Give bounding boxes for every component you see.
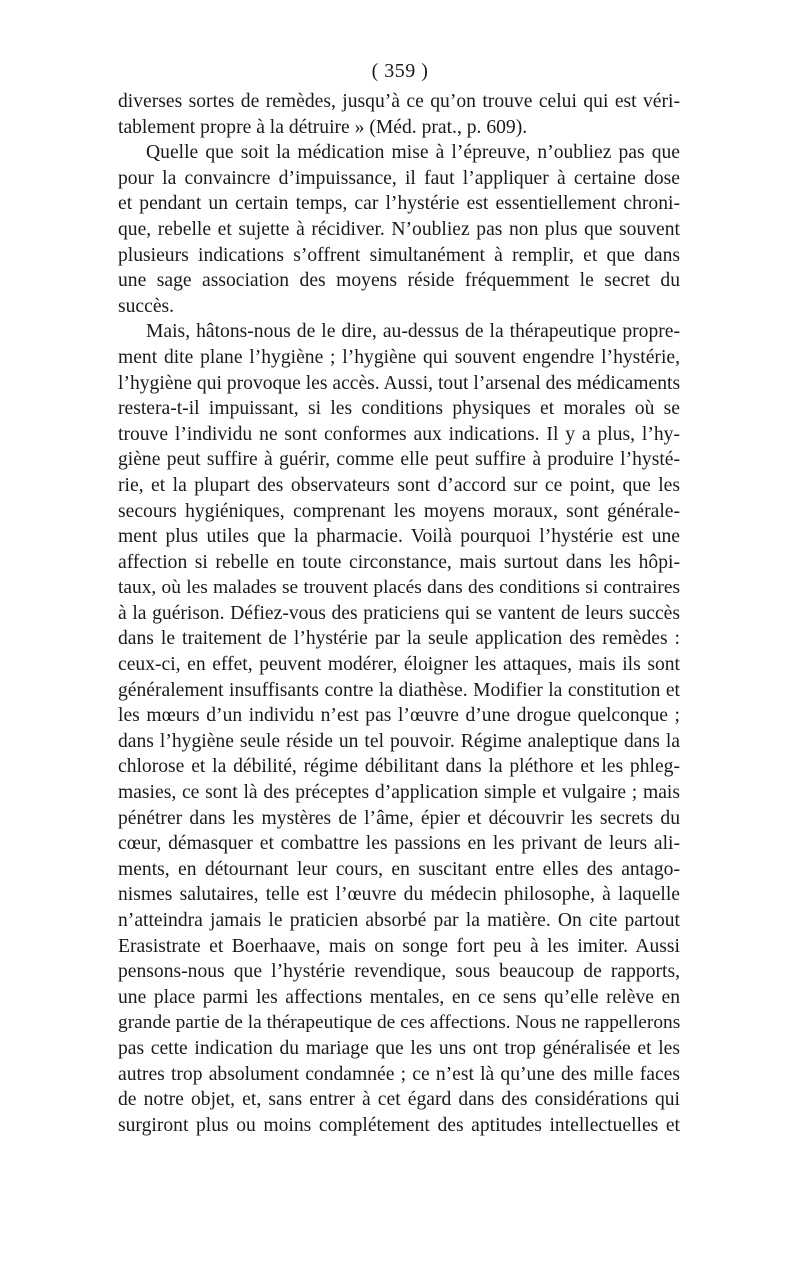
page-number: ( 359 ) bbox=[371, 60, 429, 82]
text-line: une place parmi les affections mentales, en ce sens qu’elle relève en bbox=[118, 986, 680, 1008]
text-line: succès. bbox=[118, 295, 175, 317]
text-line: giène peut suffire à guérir, comme elle peut suffire à produire l’hysté- bbox=[118, 449, 680, 471]
text-line: Mais, hâtons-nous de le dire, au-dessus de la thérapeutique propre- bbox=[146, 321, 680, 343]
text-line: dans l’hygiène seule réside un tel pouvoir. Régime analeptique dans la bbox=[118, 730, 680, 752]
text-line: taux, où les malades se trouvent placés dans des conditions si contraires bbox=[118, 577, 680, 599]
text-line: plusieurs indications s’offrent simultanément à remplir, et que dans bbox=[118, 244, 680, 266]
text-line: affection si rebelle en toute circonstance, mais surtout dans les hôpi- bbox=[118, 551, 680, 573]
text-line: Erasistrate et Boerhaave, mais on songe fort peu à les imiter. Aussi bbox=[118, 935, 680, 957]
text-line: secours hygiéniques, comprenant les moyens moraux, sont générale- bbox=[118, 500, 680, 522]
text-line: n’atteindra jamais le praticien absorbé par la matière. On cite partout bbox=[118, 910, 680, 931]
text-line: et pendant un certain temps, car l’hystérie est essentiellement chroni- bbox=[118, 193, 680, 215]
text-line: diverses sortes de remèdes, jusqu’à ce qu’on trouve celui qui est véri- bbox=[118, 91, 680, 112]
text-line: une sage association des moyens réside fréquemment le secret du bbox=[118, 270, 680, 292]
text-line: tablement propre à la détruire » (Méd. prat., p. 609). bbox=[118, 116, 528, 138]
text-line: masies, ce sont là des préceptes d’application simple et vulgaire ; mais bbox=[118, 782, 680, 804]
text-line: pour la convaincre d’impuissance, il faut l’appliquer à certaine dose bbox=[118, 167, 680, 189]
text-line: Quelle que soit la médication mise à l’épreuve, n’oubliez pas que bbox=[146, 142, 680, 164]
text-line: les mœurs d’un individu n’est pas l’œuvre d’une drogue quelconque ; bbox=[118, 705, 680, 727]
text-line: ments, en détournant leur cours, en suscitant entre elles des antago- bbox=[118, 858, 680, 880]
text-line: cœur, démasquer et combattre les passions en les privant de leurs ali- bbox=[118, 833, 680, 855]
text-line: que, rebelle et sujette à récidiver. N’oubliez pas non plus que souvent bbox=[118, 218, 680, 240]
text-line: l’hygiène qui provoque les accès. Aussi, tout l’arsenal des médicaments bbox=[118, 372, 680, 394]
text-line: nismes salutaires, telle est l’œuvre du médecin philosophe, à laquelle bbox=[118, 884, 680, 906]
text-line: rie, et la plupart des observateurs sont d’accord sur ce point, que les bbox=[118, 474, 680, 496]
text-line: ment dite plane l’hygiène ; l’hygiène qui souvent engendre l’hystérie, bbox=[118, 346, 680, 368]
text-line: surgiront plus ou moins complétement des aptitudes intellectuelles et bbox=[118, 1114, 680, 1136]
text-line: autres trop absolument condamnée ; ce n’est là qu’une des mille faces bbox=[118, 1063, 680, 1085]
text-line: restera-t-il impuissant, si les conditions physiques et morales où se bbox=[118, 398, 680, 420]
text-line: trouve l’individu ne sont conformes aux indications. Il y a plus, l’hy- bbox=[118, 423, 680, 445]
text-line: chlorose et la débilité, régime débilitant dans la pléthore et les phleg- bbox=[118, 756, 680, 778]
text-line: pénétrer dans les mystères de l’âme, épier et découvrir les secrets du bbox=[118, 807, 680, 829]
text-line: pas cette indication du mariage que les uns ont trop généralisée et les bbox=[118, 1037, 680, 1059]
text-line: généralement insuffisants contre la diathèse. Modifier la constitution et bbox=[118, 679, 680, 701]
text-line: grande partie de la thérapeutique de ces affections. Nous ne rappellerons bbox=[118, 1012, 680, 1034]
text-line: ceux-ci, en effet, peuvent modérer, éloigner les attaques, mais ils sont bbox=[118, 654, 680, 676]
text-line: pensons-nous que l’hystérie revendique, sous beaucoup de rapports, bbox=[118, 961, 680, 983]
text-line: ment plus utiles que la pharmacie. Voilà pourquoi l’hystérie est une bbox=[118, 526, 680, 548]
text-line: de notre objet, et, sans entrer à cet égard dans des considérations qui bbox=[118, 1089, 680, 1111]
body-text bbox=[118, 89, 680, 1138]
text-line: à la guérison. Défiez-vous des praticiens qui se vantent de leurs succès bbox=[118, 602, 680, 624]
text-line: dans le traitement de l’hystérie par la seule application des remèdes : bbox=[118, 628, 680, 650]
